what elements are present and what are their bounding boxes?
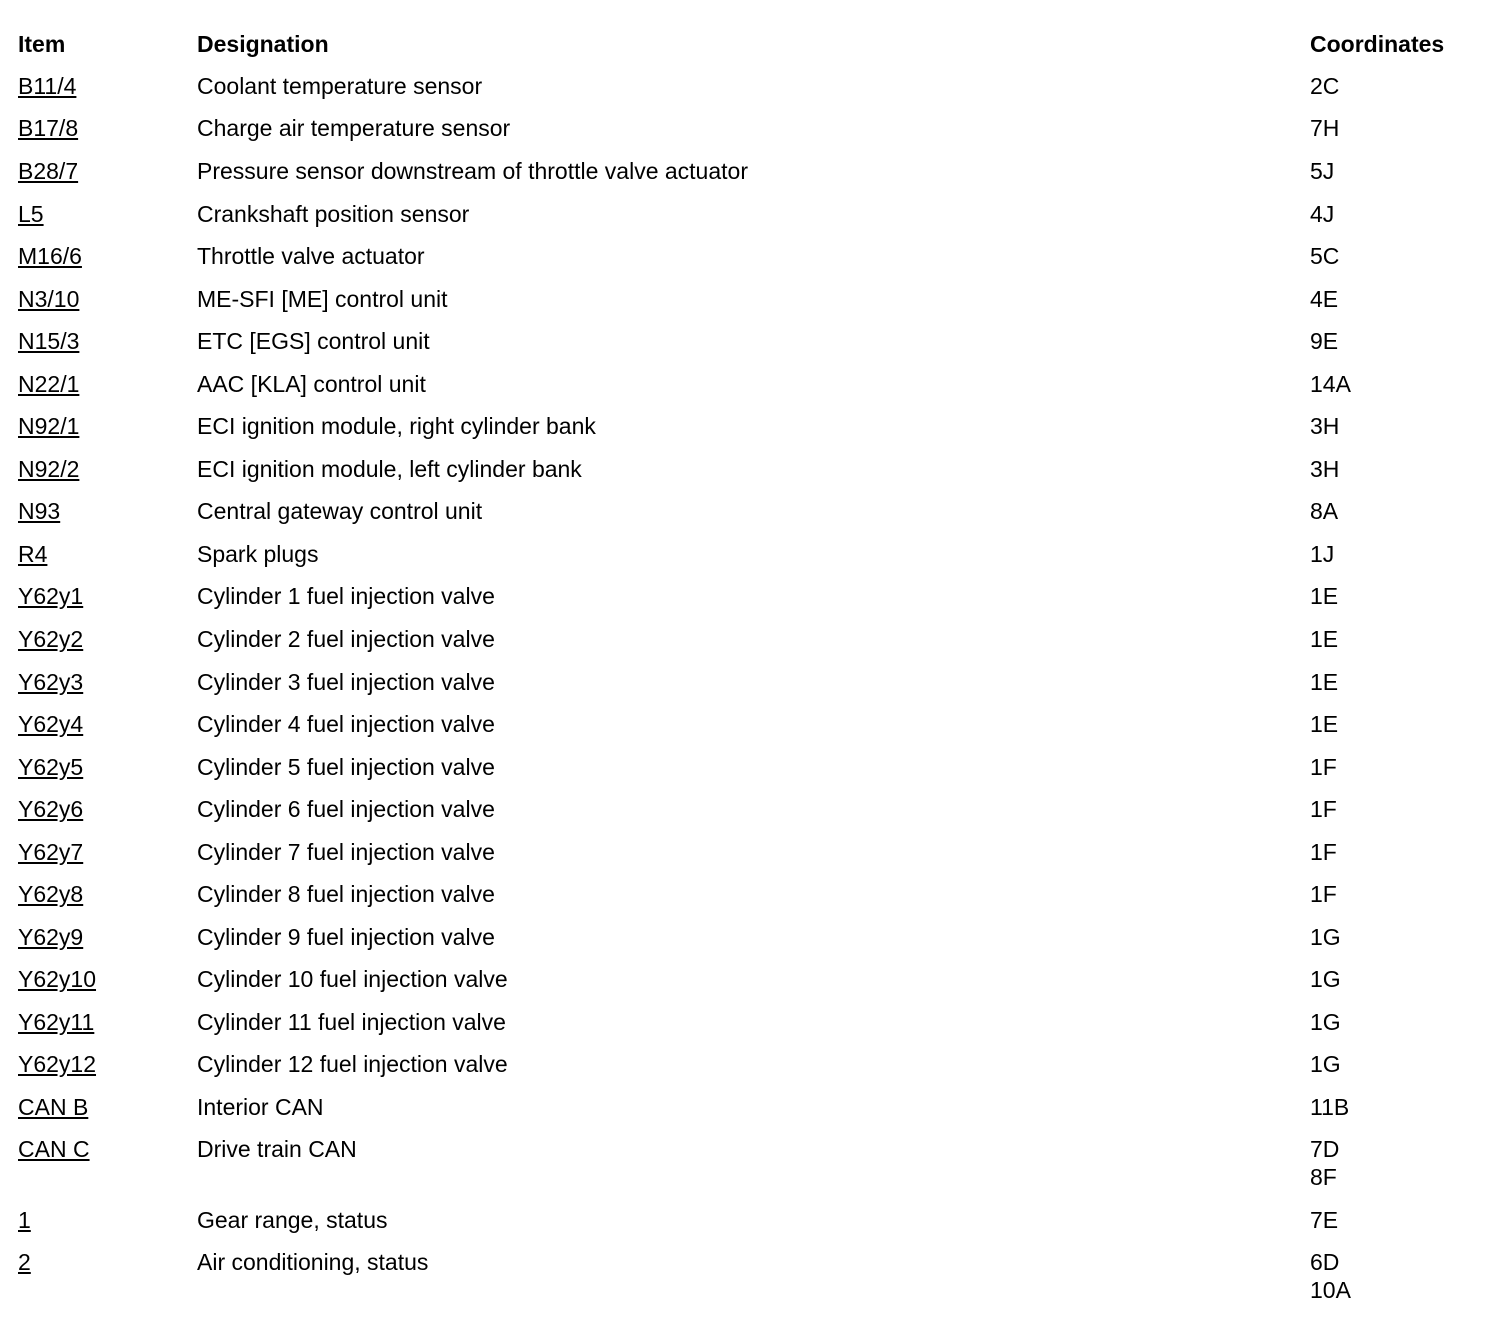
item-link[interactable]: R4 xyxy=(18,541,48,567)
coordinate-value: 1G xyxy=(1310,966,1341,992)
coordinate-value: 1E xyxy=(1310,583,1339,609)
coordinate-value: 1J xyxy=(1310,541,1335,567)
coordinates-cell xyxy=(1310,1248,1351,1304)
designation-text: Charge air temperature sensor xyxy=(197,115,511,141)
item-link[interactable]: Y62y10 xyxy=(18,966,97,992)
designation-text: Cylinder 11 fuel injection valve xyxy=(197,1009,506,1035)
item-link[interactable]: B17/8 xyxy=(18,115,79,141)
coordinate-value: 6D xyxy=(1310,1249,1340,1275)
item-link[interactable]: Y62y6 xyxy=(18,796,84,822)
coordinate-value: 1E xyxy=(1310,669,1339,695)
coordinates-cell xyxy=(1310,753,1337,781)
item-link[interactable]: Y62y7 xyxy=(18,839,84,865)
item-link[interactable]: N3/10 xyxy=(18,286,80,312)
designation-text: ECI ignition module, left cylinder bank xyxy=(197,456,582,482)
coordinate-value: 1G xyxy=(1310,924,1341,950)
designation-text: Coolant temperature sensor xyxy=(197,73,483,99)
coordinate-value: 4J xyxy=(1310,201,1335,227)
designation-text: Interior CAN xyxy=(197,1094,324,1120)
coordinate-value: 4E xyxy=(1310,286,1339,312)
coordinate-value: 1F xyxy=(1310,754,1337,780)
designation-text: Cylinder 12 fuel injection valve xyxy=(197,1051,508,1077)
coordinate-value: 1E xyxy=(1310,711,1339,737)
coordinates-cell xyxy=(1310,200,1334,228)
designation-text: Throttle valve actuator xyxy=(197,243,425,269)
designation-text: ME-SFI [ME] control unit xyxy=(197,286,448,312)
designation-text: Cylinder 3 fuel injection valve xyxy=(197,669,495,695)
coordinates-cell xyxy=(1310,880,1337,908)
coordinate-value: 8F xyxy=(1310,1164,1337,1190)
coordinate-value: 5C xyxy=(1310,243,1340,269)
coordinate-value: 5J xyxy=(1310,158,1335,184)
designation-text: Cylinder 1 fuel injection valve xyxy=(197,583,495,609)
coordinates-cell xyxy=(1310,1050,1341,1078)
designation-text: Air conditioning, status xyxy=(197,1249,429,1275)
designation-text: ECI ignition module, right cylinder bank xyxy=(197,413,596,439)
item-link[interactable]: B28/7 xyxy=(18,158,79,184)
coordinates-cell xyxy=(1310,327,1338,355)
item-link[interactable]: N22/1 xyxy=(18,371,80,397)
coordinate-value: 7D xyxy=(1310,1136,1340,1162)
item-link[interactable]: Y62y5 xyxy=(18,754,84,780)
coordinate-value: 1E xyxy=(1310,626,1339,652)
item-link[interactable]: Y62y11 xyxy=(18,1009,95,1035)
coordinates-cell xyxy=(1310,710,1338,738)
item-link[interactable]: N92/2 xyxy=(18,456,80,482)
coordinate-value: 1F xyxy=(1310,796,1337,822)
coordinate-value: 1G xyxy=(1310,1051,1341,1077)
designation-text: Cylinder 4 fuel injection valve xyxy=(197,711,495,737)
designation-text: AAC [KLA] control unit xyxy=(197,371,426,397)
item-link[interactable]: Y62y12 xyxy=(18,1051,97,1077)
designation-text: Pressure sensor downstream of throttle valve actuator xyxy=(197,158,748,184)
item-link[interactable]: CAN C xyxy=(18,1136,90,1162)
item-link[interactable]: Y62y9 xyxy=(18,924,84,950)
designation-text: ETC [EGS] control unit xyxy=(197,328,430,354)
coordinates-cell xyxy=(1310,370,1351,398)
item-link[interactable]: N92/1 xyxy=(18,413,80,439)
coordinate-value: 11B xyxy=(1310,1094,1350,1120)
coordinates-cell xyxy=(1310,242,1339,270)
coordinates-cell xyxy=(1310,923,1341,951)
coordinates-cell xyxy=(1310,582,1338,610)
designation-text: Crankshaft position sensor xyxy=(197,201,470,227)
coordinates-cell xyxy=(1310,497,1338,525)
designation-text: Cylinder 7 fuel injection valve xyxy=(197,839,495,865)
coordinates-cell xyxy=(1310,1135,1339,1191)
coordinate-value: 3H xyxy=(1310,413,1340,439)
coordinate-value: 9E xyxy=(1310,328,1339,354)
item-link[interactable]: 2 xyxy=(18,1249,31,1275)
item-link[interactable]: M16/6 xyxy=(18,243,82,269)
designation-text: Cylinder 5 fuel injection valve xyxy=(197,754,495,780)
item-link[interactable]: Y62y4 xyxy=(18,711,84,737)
coordinates-cell xyxy=(1310,72,1339,100)
designation-text: Drive train CAN xyxy=(197,1136,357,1162)
coordinates-cell xyxy=(1310,795,1337,823)
item-link[interactable]: B11/4 xyxy=(18,73,77,99)
coordinate-value: 7E xyxy=(1310,1207,1339,1233)
coordinates-cell xyxy=(1310,668,1338,696)
item-link[interactable]: L5 xyxy=(18,201,44,227)
coordinates-cell xyxy=(1310,114,1339,142)
coordinates-cell xyxy=(1310,285,1338,313)
designation-text: Cylinder 10 fuel injection valve xyxy=(197,966,508,992)
item-link[interactable]: Y62y8 xyxy=(18,881,84,907)
item-link[interactable]: N93 xyxy=(18,498,61,524)
coordinates-cell xyxy=(1310,1008,1341,1036)
item-link[interactable]: Y62y2 xyxy=(18,626,84,652)
coordinate-value: 1F xyxy=(1310,881,1337,907)
item-link[interactable]: 1 xyxy=(18,1207,31,1233)
item-link[interactable]: Y62y3 xyxy=(18,669,84,695)
coordinates-cell xyxy=(1310,157,1334,185)
coordinate-value: 1F xyxy=(1310,839,1337,865)
coordinates-cell xyxy=(1310,965,1341,993)
designation-text: Cylinder 2 fuel injection valve xyxy=(197,626,495,652)
coordinate-value: 10A xyxy=(1310,1277,1351,1303)
coordinate-value: 14A xyxy=(1310,371,1351,397)
item-link[interactable]: CAN B xyxy=(18,1094,89,1120)
coordinate-value: 2C xyxy=(1310,73,1340,99)
designation-text: Cylinder 6 fuel injection valve xyxy=(197,796,495,822)
coordinates-cell xyxy=(1310,540,1334,568)
table-header xyxy=(0,30,1504,60)
designation-text: Gear range, status xyxy=(197,1207,388,1233)
coordinates-cell xyxy=(1310,412,1339,440)
coordinates-cell xyxy=(1310,838,1337,866)
header-coordinates: Coordinates xyxy=(1310,31,1445,57)
designation-text: Cylinder 9 fuel injection valve xyxy=(197,924,495,950)
coordinates-cell xyxy=(1310,625,1338,653)
designation-text: Spark plugs xyxy=(197,541,319,567)
header-item: Item xyxy=(18,31,66,57)
coordinates-cell xyxy=(1310,1206,1338,1234)
coordinate-value: 8A xyxy=(1310,498,1339,524)
coordinates-cell xyxy=(1310,1093,1349,1121)
header-designation: Designation xyxy=(197,31,329,57)
designation-text: Cylinder 8 fuel injection valve xyxy=(197,881,495,907)
coordinate-value: 3H xyxy=(1310,456,1340,482)
item-link[interactable]: Y62y1 xyxy=(18,583,84,609)
coordinate-value: 7H xyxy=(1310,115,1340,141)
coordinates-cell xyxy=(1310,455,1339,483)
item-link[interactable]: N15/3 xyxy=(18,328,80,354)
coordinate-value: 1G xyxy=(1310,1009,1341,1035)
designation-text: Central gateway control unit xyxy=(197,498,483,524)
